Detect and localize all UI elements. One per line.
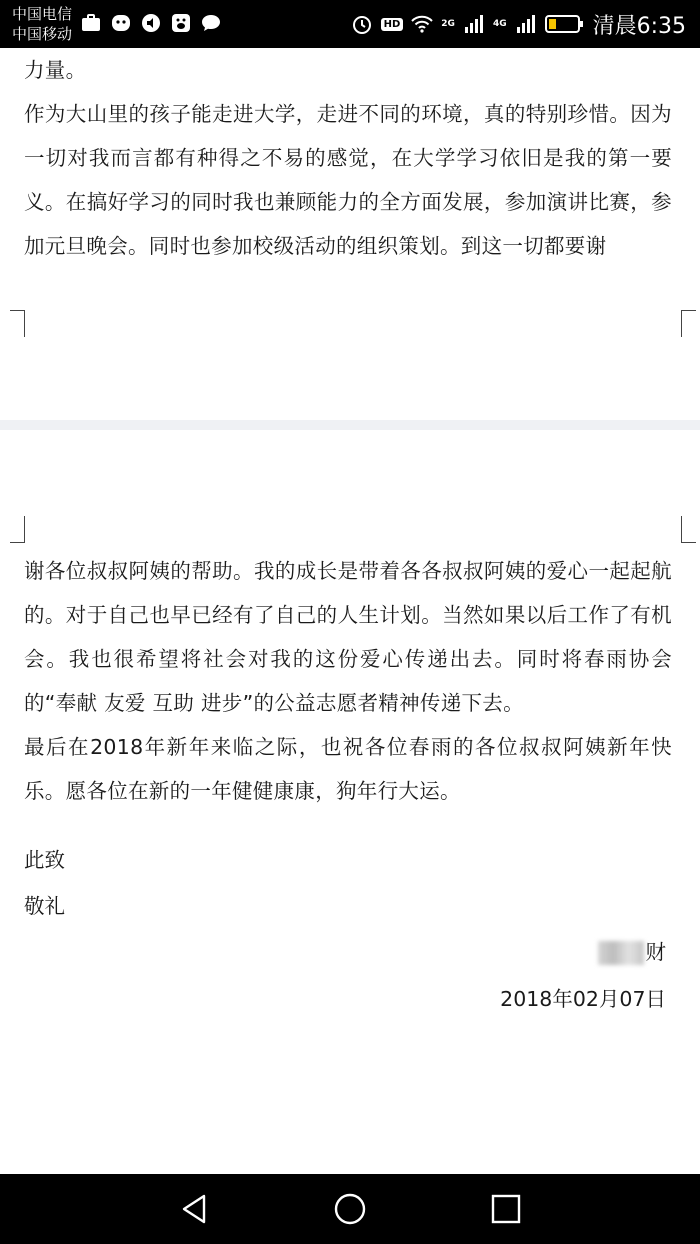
page-corner-mark <box>10 310 25 337</box>
carrier-info <box>12 4 72 44</box>
qq-icon <box>110 12 132 34</box>
paragraph: 谢各位叔叔阿姨的帮助。我的成长是带着各各叔叔阿姨的爱心一起起航的。对于自己也早已经有了自己的人生计划。当然如果以后工作了有机会。我也很希望将社会对我的这份爱心传递出去。同时将春雨协会的“奉献 友爱 互助 进步”的公益志愿者精神传递下去。 <box>24 559 672 715</box>
hd-icon: HD <box>381 18 404 31</box>
signature-text: 财 <box>645 940 666 964</box>
clock: 清晨6:35 <box>592 13 686 39</box>
network-4g-label: 4G <box>492 19 507 29</box>
signal-icon <box>515 13 537 35</box>
navigation-bar <box>0 1174 700 1244</box>
page-separator <box>0 420 700 430</box>
page-corner-mark <box>681 516 696 543</box>
paragraph: 力量。 <box>24 58 87 82</box>
message-icon <box>200 12 222 34</box>
signature <box>598 935 667 965</box>
network-2g-label: 2G <box>441 19 455 29</box>
paragraph: 作为大山里的孩子能走进大学，走进不同的环境，真的特别珍惜。因为一切对我而言都有种得之不易的感觉，在大学学习依旧是我的第一要义。在搞好学习的同时我也兼顾能力的全方面发展，参加演讲比赛，参加元旦晚会。同时也参加校级活动的组织策划。到这一切都要谢 <box>24 102 672 258</box>
letter-date: 2018年02月07日 <box>500 987 666 1011</box>
status-indicators <box>351 8 686 40</box>
paragraph: 最后在2018年新年来临之际，也祝各位春雨的各位叔叔阿姨新年快乐。愿各位在新的一年健健康康，狗年行大运。 <box>24 735 672 803</box>
closing-line: 敬礼 <box>24 894 65 918</box>
status-bar <box>0 0 700 48</box>
page-corner-mark <box>681 310 696 337</box>
alarm-icon <box>351 13 373 35</box>
recents-icon[interactable] <box>489 1192 523 1226</box>
home-icon[interactable] <box>333 1192 367 1226</box>
blurred-name <box>598 941 644 965</box>
audio-icon <box>140 12 162 34</box>
carrier-1: 中国电信 <box>12 5 73 23</box>
document-page <box>0 48 700 420</box>
signal-icon <box>463 13 485 35</box>
back-icon[interactable] <box>178 1192 212 1226</box>
briefcase-icon <box>80 12 102 34</box>
document-view[interactable] <box>0 48 700 1174</box>
notification-icons <box>80 12 222 34</box>
carrier-2: 中国移动 <box>12 25 73 43</box>
document-page <box>0 430 700 1174</box>
baidu-icon <box>170 12 192 34</box>
closing-line: 此致 <box>24 848 65 872</box>
wifi-icon <box>411 13 433 35</box>
page-corner-mark <box>10 516 25 543</box>
battery-icon <box>545 13 585 35</box>
